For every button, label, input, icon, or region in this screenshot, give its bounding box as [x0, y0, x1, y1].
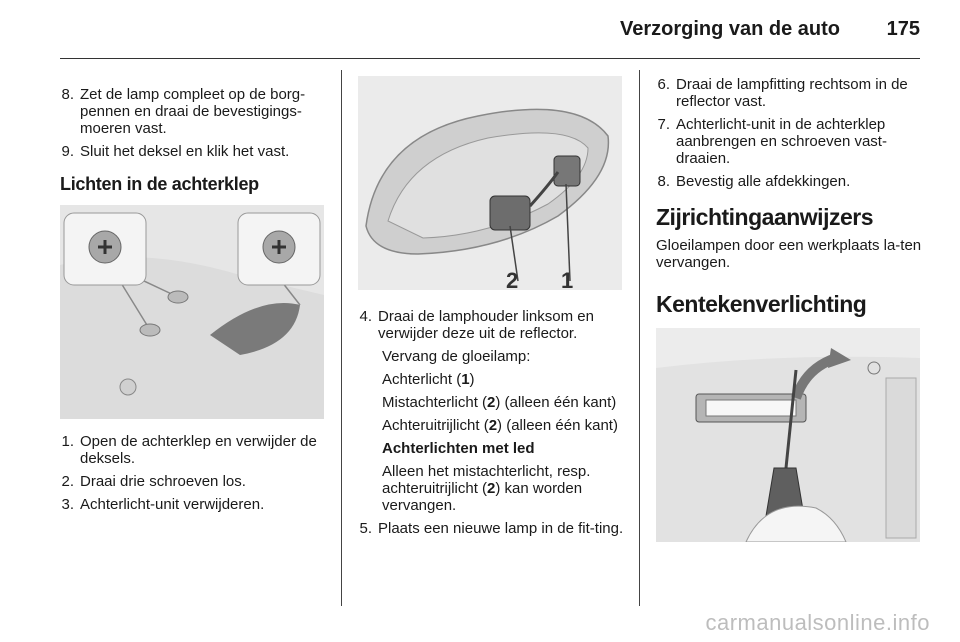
list-item — [60, 86, 328, 137]
list-item — [60, 143, 328, 160]
list-item — [656, 173, 922, 190]
step-number: 6. — [657, 76, 670, 93]
step-number: 8. — [61, 86, 74, 103]
step-number: 2. — [61, 473, 74, 490]
license-plate-light-figure — [656, 328, 920, 542]
figure-label-1: 1 — [561, 268, 574, 290]
step-text: Open de achterklep en verwijder de deksels. — [80, 433, 317, 467]
tailgate-screws-figure — [60, 205, 324, 419]
section-heading: Lichten in de achterklep — [60, 174, 259, 194]
step-number: 7. — [657, 116, 670, 133]
watermark: carmanualsonline.info — [705, 610, 930, 635]
list-item — [60, 433, 328, 467]
paragraph: Vervang de gloeilamp: — [382, 348, 531, 365]
step-number: 1. — [61, 433, 74, 450]
column-divider — [639, 70, 640, 606]
step-text: Bevestig alle afdekkingen. — [676, 173, 851, 190]
step-text: Draai de lamphouder linksom en verwijder deze uit de reflector. — [378, 308, 594, 342]
step-text: Draai drie schroeven los. — [80, 473, 246, 490]
step-text: Plaats een nieuwe lamp in de fit-ting. — [378, 520, 624, 537]
list-item — [358, 308, 624, 342]
tail-light-unit-figure — [358, 76, 622, 290]
column-left — [60, 62, 328, 608]
header-title: Verzorging van de auto — [619, 18, 840, 40]
paragraph: Achterlicht (1) — [382, 371, 475, 388]
paragraph: Alleen het mistachterlicht, resp. achteruitrijlicht (2) kan worden vervangen. — [382, 463, 591, 514]
list-item — [60, 473, 328, 490]
list-item — [656, 76, 922, 110]
step-text: Zet de lamp compleet op de borg-pennen en draai de bevestigings-moeren vast. — [80, 86, 306, 137]
header-rule — [60, 58, 920, 59]
step-number: 9. — [61, 143, 74, 160]
step-number: 4. — [359, 308, 372, 325]
list-item — [60, 496, 328, 513]
list-item — [656, 116, 922, 167]
step-number: 5. — [359, 520, 372, 537]
figure-label-2: 2 — [506, 268, 519, 290]
paragraph: Gloeilampen door een werkplaats la-ten vervangen. — [656, 237, 922, 271]
column-divider — [341, 70, 342, 606]
step-text: Achterlicht-unit in de achterklep aanbrengen en schroeven vast-draaien. — [676, 116, 887, 167]
paragraph: Mistachterlicht (2) (alleen één kant) — [382, 394, 617, 411]
column-middle — [358, 62, 624, 608]
subheading: Achterlichten met led — [382, 440, 535, 457]
step-number: 8. — [657, 173, 670, 190]
section-heading: Kentekenverlichting — [656, 291, 867, 317]
list-item — [358, 520, 624, 537]
step-text: Draai de lampfitting rechtsom in de reflector vast. — [676, 76, 908, 110]
step-text: Sluit het deksel en klik het vast. — [80, 143, 290, 160]
section-heading: Zijrichtingaanwijzers — [656, 204, 873, 230]
paragraph: Achteruitrijlicht (2) (alleen één kant) — [382, 417, 618, 434]
page-number: 175 — [886, 18, 920, 40]
step-number: 3. — [61, 496, 74, 513]
column-right — [656, 62, 922, 608]
step-text: Achterlicht-unit verwijderen. — [80, 496, 265, 513]
